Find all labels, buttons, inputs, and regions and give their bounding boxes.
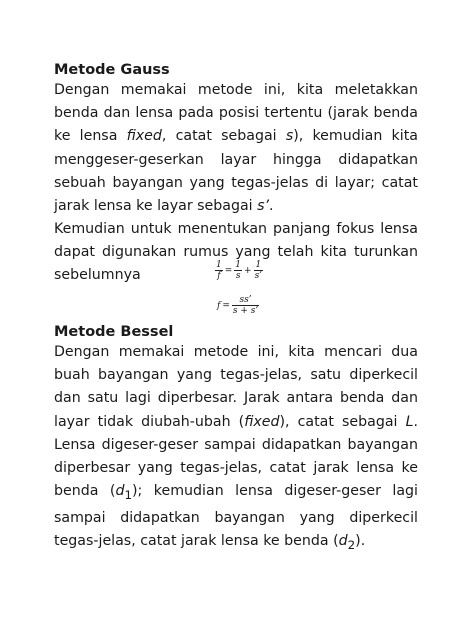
gauss-p1-line-4: menggeser-geserkan layar hingga didapatkan [54,151,418,168]
gauss-paragraph-1 [54,79,418,218]
fixed-term: fixed [126,128,162,145]
bessel-line-9: tegas-jelas, catat jarak lensa ke benda $(d_2)$. [54,533,366,553]
gauss-section [54,60,418,81]
lens-formula-focal-length: f = $\frac{ss’}{s + s’}$ [217,295,259,316]
gauss-p2-line-2: dapat digunakan rumus yang telah kita turunkan [54,244,418,261]
bessel-paragraph [54,341,418,557]
variable-s-prime: s’ [257,198,270,215]
lens-formula-reciprocal: $\frac{1}{f}$ = $\frac{1}{s}$ + $\frac{1}{s’}$ [216,260,263,281]
fraction-1-over-f: $\frac{1}{f}$ [216,260,222,281]
gauss-p1-line-2: benda dan lensa pada posisi tertentu (jarak benda [54,105,418,122]
bessel-heading: Metode Bessel [54,324,174,340]
gauss-p1-line-6: jarak lensa ke layar sebagai s’. [54,198,274,215]
variable-d1: d [115,483,125,500]
gauss-p2-line-1: Kemudian untuk menentukan panjang fokus lensa [54,221,418,237]
gauss-heading: Metode Gauss [54,62,170,78]
bessel-line-4: layar tidak diubah-ubah (fixed), catat sebagai L. [54,413,418,430]
variable-L: L [405,413,414,430]
gauss-p1-line-1: Dengan memakai metode ini, kita meletakkan [54,82,418,98]
bessel-line-1: Dengan memakai metode ini, kita mencari dua [54,344,418,360]
gauss-p1-line-5: sebuah bayangan yang tegas-jelas di layar; catat [54,174,418,191]
gauss-p1-line-3: ke lensa fixed, catat sebagai s), kemudian kita [54,128,418,145]
variable-d2: d [338,533,348,550]
fraction-1-over-s-prime: $\frac{1}{s’}$ [254,260,263,281]
bessel-section [54,322,418,343]
fraction-ss-over-sum: $\frac{ss’}{s + s’}$ [232,295,259,316]
variable-s: s [285,128,294,145]
bessel-line-8: sampai didapatkan bayangan yang diperkecil [54,510,418,527]
bessel-line-6: diperbesar yang tegas-jelas, catat jarak lensa ke [54,460,418,477]
fraction-1-over-s: $\frac{1}{s}$ [235,260,242,281]
bessel-line-2: buah bayangan yang tegas-jelas, satu diperkecil [54,367,418,384]
gauss-p2-line-3: sebelumnya [54,267,141,284]
bessel-line-7: benda $(d_1)$; kemudian lensa digeser-geser lagi [54,483,418,503]
bessel-line-3: dan satu lagi diperbesar. Jarak antara benda dan [54,390,418,407]
bessel-line-5: Lensa digeser-geser sampai didapatkan bayangan [54,436,418,453]
